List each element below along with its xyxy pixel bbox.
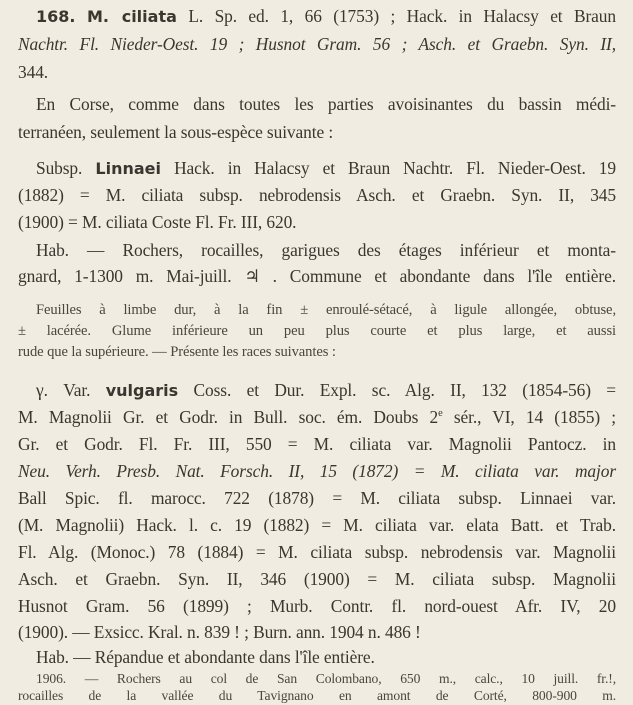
variety-citation-3: Gr. et Godr. Fl. Fr. III, 550 = M. ciliata var. Magnolii Pantocz. in: [18, 434, 616, 454]
variety-citation-4: Neu. Verh. Presb. Nat. Forsch. II, 15 (1872) = M. ciliata var. major: [18, 461, 616, 481]
subsp-citation-2: (1882) = M. ciliata subsp. nebrodensis Asch. et Graebn. Syn. II, 345: [18, 185, 616, 205]
subsp-habitat-2: gnard, 1-1300 m. Mai-juill. ♃ . Commune et abondante dans l'île entière.: [18, 266, 616, 286]
subsp-label: Subsp.: [36, 158, 83, 178]
species-citation-2: Nachtr. Fl. Nieder-Oest. 19 ; Husnot Gram. 56 ; Asch. et Graebn. Syn. II,: [18, 34, 616, 54]
species-heading: [36, 4, 616, 28]
description-1: Feuilles à limbe dur, à la fin ± enroulé-sétacé, à ligule allongée, obtuse,: [36, 302, 616, 318]
variety-citation-1: Coss. et Dur. Expl. sc. Alg. II, 132 (1854-56) =: [193, 380, 616, 400]
variety-heading: [36, 378, 616, 402]
variety-citation-5: Ball Spic. fl. marocc. 722 (1878) = M. ciliata subsp. Linnaei var.: [18, 488, 616, 508]
subsp-heading: [36, 156, 616, 180]
variety-name: vulgaris: [105, 381, 179, 400]
variety-citation-6: (M. Magnolii) Hack. l. c. 19 (1882) = M. ciliata var. elata Batt. et Trab.: [18, 515, 616, 535]
variety-prefix: γ. Var.: [36, 380, 91, 400]
variety-citation-8: Asch. et Graebn. Syn. II, 346 (1900) = M. ciliata subsp. Magnolii: [18, 569, 616, 589]
species-citation-3: 344.: [18, 62, 49, 82]
description-3: rude que la supérieure. — Présente les races suivantes :: [18, 344, 336, 360]
species-name: M. ciliata: [86, 7, 177, 26]
subsp-name: Linnaei: [95, 159, 161, 178]
subsp-habitat-1: Hab. — Rochers, rocailles, garigues des étages inférieur et monta-: [36, 240, 616, 260]
variety-citation-7: Fl. Alg. (Monoc.) 78 (1884) = M. ciliata subsp. nebrodensis var. Magnolii: [18, 542, 616, 562]
subsp-citation-3: (1900) = M. ciliata Coste Fl. Fr. III, 620.: [18, 212, 297, 232]
subsp-citation-1: Hack. in Halacsy et Braun Nachtr. Fl. Nieder-Oest. 19: [174, 158, 616, 178]
description-2: ± lacérée. Glume inférieure un peu plus courte et plus large, et aussi: [18, 323, 616, 339]
corse-text-2: terranéen, seulement la sous-espèce suivante :: [18, 122, 334, 142]
record-2: rocailles de la vallée du Tavignano en amont de Corté, 800-900 m.: [18, 688, 616, 703]
species-citation-1: L. Sp. ed. 1, 66 (1753) ; Hack. in Halacsy et Braun: [188, 6, 616, 26]
variety-citation-10: (1900). — Exsicc. Kral. n. 839 ! ; Burn. ann. 1904 n. 486 !: [18, 622, 421, 642]
variety-habitat: Hab. — Répandue et abondante dans l'île entière.: [36, 647, 375, 667]
variety-citation-9: Husnot Gram. 56 (1899) ; Murb. Contr. fl. nord-ouest Afr. IV, 20: [18, 596, 616, 616]
corse-text-1: En Corse, comme dans toutes les parties avoisinantes du bassin médi-: [36, 94, 616, 114]
species-number: 168.: [36, 7, 76, 26]
variety-citation-2: M. Magnolii Gr. et Godr. in Bull. soc. ém. Doubs 2e sér., VI, 14 (1855) ;: [18, 407, 616, 427]
record-1: 1906. — Rochers au col de San Colombano, 650 m., calc., 10 juill. fr.!,: [36, 671, 616, 686]
